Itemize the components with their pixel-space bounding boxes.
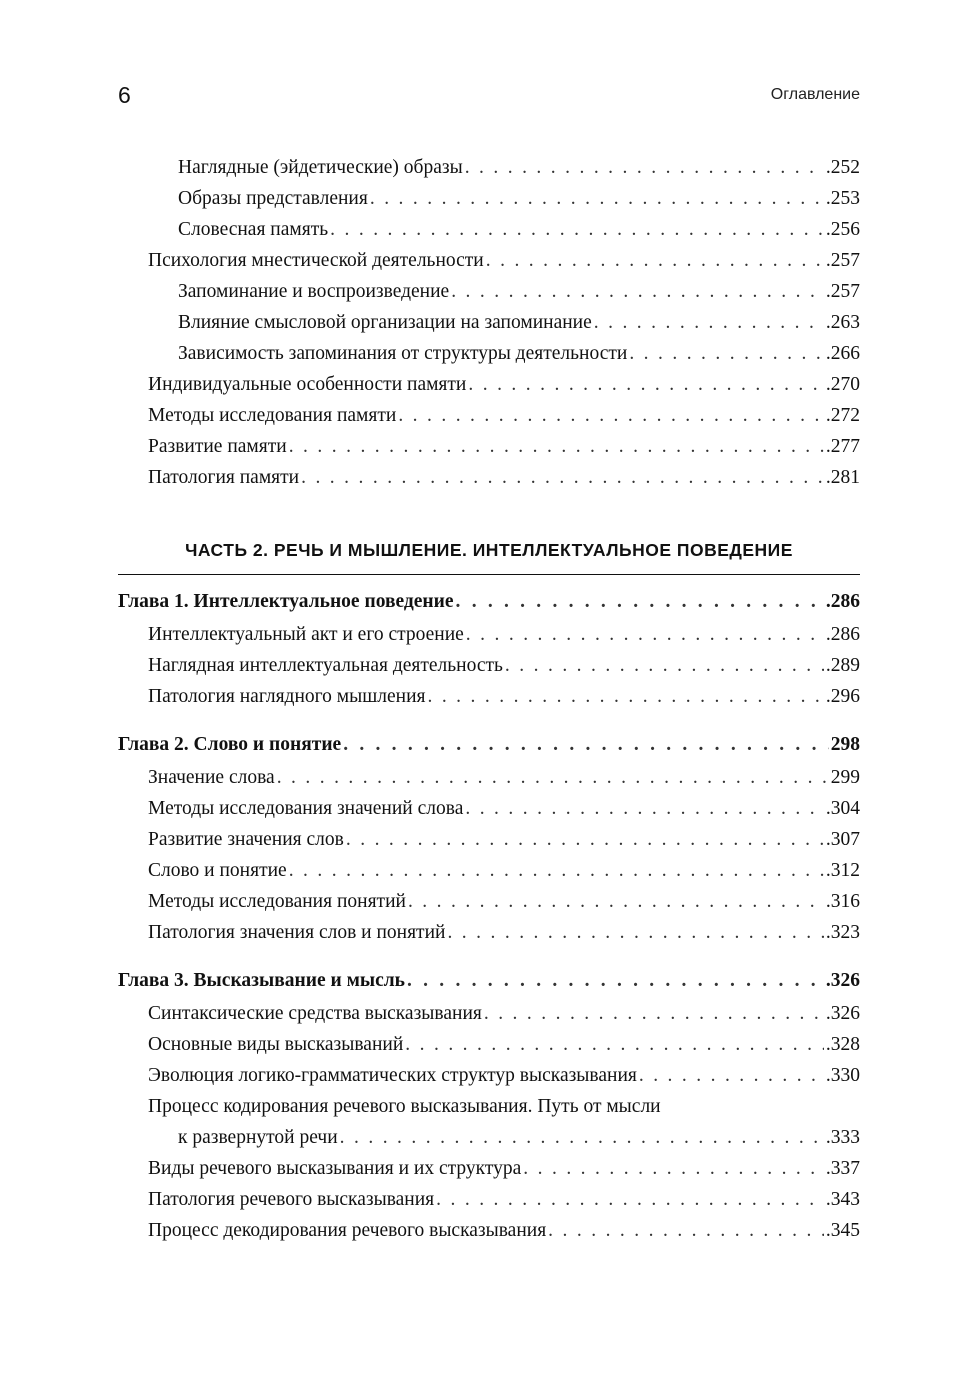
toc-leader [346, 824, 824, 855]
chapter-title: Глава 1. Интеллектуальное поведение [118, 591, 454, 612]
toc-leader [523, 1153, 824, 1184]
toc-entry-title: Значение слова [148, 767, 275, 788]
toc-entry-title: Интеллектуальный акт и его строение [148, 624, 464, 645]
toc-leader [484, 998, 824, 1029]
toc-entry-page: .257 [825, 250, 860, 271]
divider [118, 574, 860, 575]
toc-entry-title: Процесс кодирования речевого высказывания. Путь от мысли [148, 1096, 661, 1117]
toc-leader [465, 793, 824, 824]
toc-entry[interactable] [118, 214, 860, 245]
toc-entry[interactable] [118, 276, 860, 307]
toc-entry-page: .263 [825, 312, 860, 333]
toc-entry-title: Наглядные (эйдетические) образы [178, 157, 463, 178]
toc-entry-title: Зависимость запоминания от структуры деятельности [178, 343, 628, 364]
toc-entry[interactable] [118, 152, 860, 183]
toc-entry-page: .304 [825, 798, 860, 819]
toc-entry-page: .253 [825, 188, 860, 209]
toc-entry-title: Эволюция логико-грамматических структур высказывания [148, 1065, 637, 1086]
chapter-entry[interactable] [118, 728, 860, 762]
toc-leader [407, 964, 824, 998]
toc-leader [468, 369, 824, 400]
toc-entry[interactable] [118, 400, 860, 431]
toc-leader [398, 400, 824, 431]
toc-leader [486, 245, 824, 276]
toc-entry-title: Запоминание и воспроизведение [178, 281, 450, 302]
toc-entry-title: Синтаксические средства высказывания [148, 1003, 482, 1024]
toc-entry[interactable] [118, 1215, 860, 1246]
toc-leader [408, 886, 824, 917]
toc-entry-title-continuation: к развернутой речи [178, 1127, 338, 1148]
table-of-contents [118, 152, 860, 1246]
toc-entry[interactable] [118, 307, 860, 338]
toc-entry-page: 299 [830, 767, 860, 788]
toc-entry-page: .328 [825, 1034, 860, 1055]
toc-leader [370, 183, 824, 214]
toc-entry-title: Методы исследования значений слова [148, 798, 464, 819]
toc-entry[interactable] [118, 1029, 860, 1060]
page-header [118, 82, 860, 110]
toc-entry-page: .345 [825, 1220, 860, 1241]
toc-entry-page: .257 [825, 281, 860, 302]
toc-leader [629, 338, 824, 369]
toc-entry[interactable] [118, 245, 860, 276]
chapter-title: Глава 3. Высказывание и мысль [118, 970, 405, 991]
toc-entry-page: .277 [825, 436, 860, 457]
chapter-entry[interactable] [118, 585, 860, 619]
toc-entry-page: .266 [825, 343, 860, 364]
toc-entry-title: Патология наглядного мышления [148, 686, 426, 707]
chapter-page: .286 [825, 591, 860, 612]
toc-entry[interactable] [118, 650, 860, 681]
toc-leader [289, 431, 824, 462]
toc-entry[interactable] [118, 431, 860, 462]
toc-entry-page: .281 [825, 467, 860, 488]
toc-leader [343, 728, 829, 762]
toc-entry[interactable] [118, 183, 860, 214]
toc-entry[interactable] [118, 1153, 860, 1184]
toc-entry[interactable] [118, 1184, 860, 1215]
toc-entry-title: Развитие значения слов [148, 829, 344, 850]
toc-entry-page: .312 [825, 860, 860, 881]
toc-entry-page: .252 [825, 157, 860, 178]
toc-leader [466, 619, 824, 650]
toc-leader [451, 276, 824, 307]
toc-entry-title: Патология речевого высказывания [148, 1189, 435, 1210]
toc-leader [436, 1184, 824, 1215]
toc-entry-title: Наглядная интеллектуальная деятельность [148, 655, 503, 676]
toc-entry-title: Индивидуальные особенности памяти [148, 374, 467, 395]
toc-entry-title: Психология мнестической деятельности [148, 250, 484, 271]
toc-entry-page: .326 [825, 1003, 860, 1024]
toc-leader [277, 762, 829, 793]
chapter-page: .326 [825, 970, 860, 991]
toc-entry-title: Основные виды высказываний [148, 1034, 404, 1055]
toc-entry-page: .272 [825, 405, 860, 426]
toc-entry-title: Патология значения слов и понятий [148, 922, 446, 943]
toc-entry-page: .296 [825, 686, 860, 707]
toc-leader [639, 1060, 824, 1091]
spacer [118, 948, 860, 964]
toc-entry-page: .343 [825, 1189, 860, 1210]
toc-entry[interactable] [118, 793, 860, 824]
toc-entry-title: Влияние смысловой организации на запоминание [178, 312, 592, 333]
toc-entry-page: .270 [825, 374, 860, 395]
toc-entry-title: Методы исследования понятий [148, 891, 406, 912]
toc-leader [289, 855, 824, 886]
toc-entry[interactable] [118, 824, 860, 855]
toc-entry[interactable] [118, 619, 860, 650]
toc-entry-title: Развитие памяти [148, 436, 287, 457]
toc-leader [340, 1122, 824, 1153]
toc-leader [330, 214, 824, 245]
part-title: ЧАСТЬ 2. РЕЧЬ И МЫШЛЕНИЕ. ИНТЕЛЛЕКТУАЛЬНОЕ ПОВЕДЕНИЕ [185, 540, 793, 560]
toc-leader [427, 681, 823, 712]
toc-leader [594, 307, 824, 338]
toc-entry-page: .256 [825, 219, 860, 240]
toc-entry-page: .330 [825, 1065, 860, 1086]
page-number: 6 [118, 82, 131, 108]
toc-leader [465, 152, 824, 183]
toc-entry[interactable] [118, 369, 860, 400]
spacer [118, 712, 860, 728]
toc-entry-page: .323 [825, 922, 860, 943]
toc-entry[interactable] [118, 681, 860, 712]
toc-entry-title: Методы исследования памяти [148, 405, 397, 426]
chapter-title: Глава 2. Слово и понятие [118, 734, 342, 755]
running-head: Оглавление [770, 86, 860, 103]
toc-leader [301, 462, 824, 493]
toc-entry-page: .316 [825, 891, 860, 912]
toc-entry-title: Процесс декодирования речевого высказывания [148, 1220, 547, 1241]
toc-entry-page: .333 [825, 1127, 860, 1148]
toc-leader [548, 1215, 824, 1246]
chapter-page: 298 [830, 734, 860, 755]
toc-entry-page: .289 [825, 655, 860, 676]
toc-entry[interactable] [118, 998, 860, 1029]
toc-leader [456, 585, 824, 619]
toc-entry-page: .286 [825, 624, 860, 645]
toc-entry-title: Патология памяти [148, 467, 300, 488]
toc-entry[interactable] [118, 338, 860, 369]
toc-entry-title: Виды речевого высказывания и их структура [148, 1158, 522, 1179]
toc-entry-title: Образы представления [178, 188, 368, 209]
toc-entry-title: Словесная память [178, 219, 329, 240]
toc-entry[interactable] [118, 855, 860, 886]
toc-entry-page: .337 [825, 1158, 860, 1179]
toc-leader [405, 1029, 824, 1060]
toc-entry-title: Слово и понятие [148, 860, 287, 881]
toc-entry[interactable] [118, 886, 860, 917]
chapter-entry[interactable] [118, 964, 860, 998]
toc-leader [505, 650, 824, 681]
toc-entry[interactable] [118, 917, 860, 948]
toc-entry[interactable] [118, 462, 860, 493]
toc-entry-page: .307 [825, 829, 860, 850]
toc-entry[interactable] [118, 1091, 860, 1153]
toc-leader [447, 917, 823, 948]
toc-entry[interactable] [118, 762, 860, 793]
toc-entry[interactable] [118, 1060, 860, 1091]
